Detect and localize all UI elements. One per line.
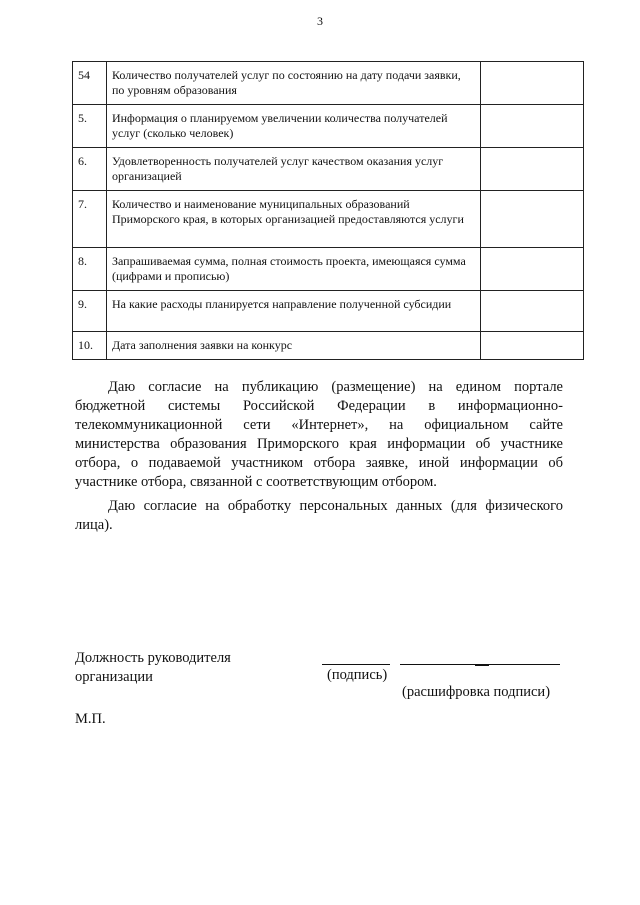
table-row bbox=[73, 148, 584, 191]
row-number: 6. bbox=[73, 148, 107, 191]
row-value-cell[interactable] bbox=[481, 105, 584, 148]
row-value-cell[interactable] bbox=[481, 191, 584, 248]
row-description: Удовлетворенность получателей услуг качеством оказания услуг организацией bbox=[106, 148, 480, 191]
application-form-table bbox=[72, 61, 584, 360]
signature-line[interactable] bbox=[322, 664, 390, 665]
row-number: 5. bbox=[73, 105, 107, 148]
dash-mark bbox=[475, 665, 489, 666]
row-value-cell[interactable] bbox=[481, 291, 584, 332]
head-position-line2: организации bbox=[75, 669, 153, 685]
table-row bbox=[73, 291, 584, 332]
table-row bbox=[73, 105, 584, 148]
row-value-cell[interactable] bbox=[481, 62, 584, 105]
row-description: Запрашиваемая сумма, полная стоимость проекта, имеющаяся сумма (цифрами и прописью) bbox=[106, 248, 480, 291]
row-value-cell[interactable] bbox=[481, 332, 584, 360]
page-number: 3 bbox=[317, 14, 323, 28]
row-description: Количество получателей услуг по состоянию на дату подачи заявки, по уровням образования bbox=[106, 62, 480, 105]
row-description: Дата заполнения заявки на конкурс bbox=[106, 332, 480, 360]
row-number: 9. bbox=[73, 291, 107, 332]
table-row bbox=[73, 62, 584, 105]
head-position-line1: Должность руководителя bbox=[75, 650, 231, 666]
signature-caption: (подпись) bbox=[327, 667, 388, 683]
table-row bbox=[73, 248, 584, 291]
stamp-place-label: М.П. bbox=[75, 711, 106, 727]
publication-consent-paragraph: Даю согласие на публикацию (размещение) на едином портале бюджетной системы Российской Федерации в информационно-телекоммуникационной сети «Интернет», на официальном сайте министерства образования Приморского края информации об участнике отбора, о подаваемой участником отбора заявке, иной информации об участнике отбора, связанной с соответствующим отбором. bbox=[75, 379, 563, 490]
personal-data-consent-paragraph: Даю согласие на обработку персональных данных (для физического лица). bbox=[75, 498, 563, 533]
row-value-cell[interactable] bbox=[481, 248, 584, 291]
row-description: На какие расходы планируется направление полученной субсидии bbox=[106, 291, 480, 332]
signature-decode-caption: (расшифровка подписи) bbox=[402, 684, 551, 700]
row-number: 8. bbox=[73, 248, 107, 291]
table-row bbox=[73, 191, 584, 248]
row-description: Количество и наименование муниципальных образований Приморского края, в которых организацией предоставляются услуги bbox=[106, 191, 480, 248]
row-number: 7. bbox=[73, 191, 107, 248]
row-number: 10. bbox=[73, 332, 107, 360]
row-description: Информация о планируемом увеличении количества получателей услуг (сколько человек) bbox=[106, 105, 480, 148]
table-row bbox=[73, 332, 584, 360]
row-number: 54 bbox=[73, 62, 107, 105]
head-position-label bbox=[75, 649, 231, 687]
row-value-cell[interactable] bbox=[481, 148, 584, 191]
